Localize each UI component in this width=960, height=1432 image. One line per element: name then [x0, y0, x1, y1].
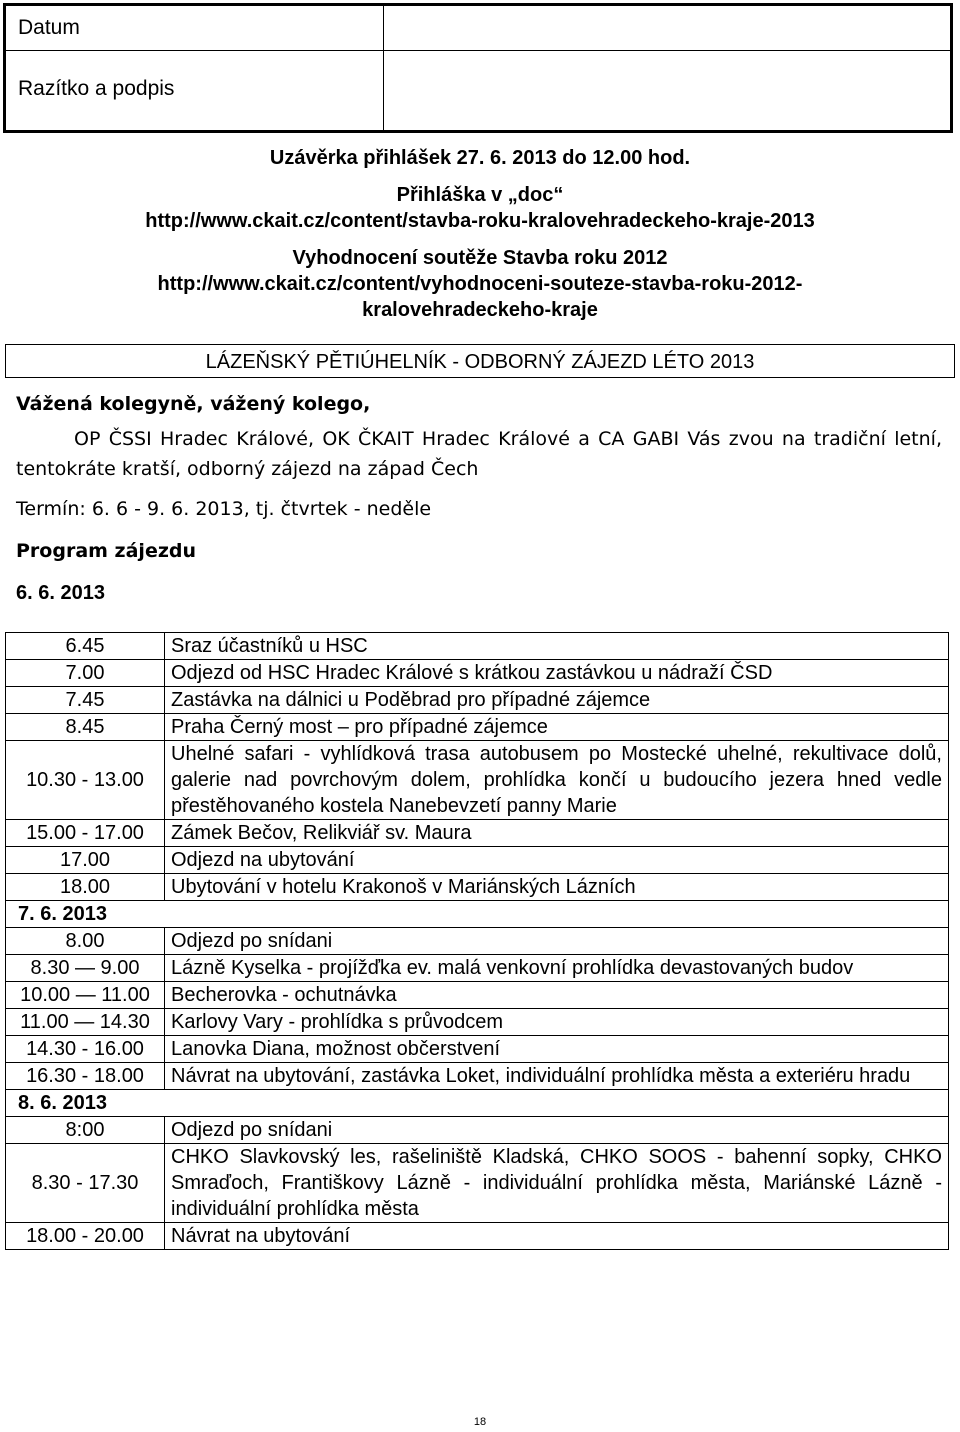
schedule-description: Odjezd od HSC Hradec Králové s krátkou zastávkou u nádraží ČSD [165, 660, 949, 687]
evaluation-link-2[interactable]: kralovehradeckeho-kraje [362, 299, 598, 321]
schedule-row [6, 687, 949, 714]
schedule-row [6, 1009, 949, 1036]
deadline-line: Uzávěrka přihlášek 27. 6. 2013 do 12.00 hod. [269, 147, 691, 169]
schedule-description: Návrat na ubytování, zastávka Loket, individuální prohlídka města a exteriéru hradu [165, 1063, 949, 1090]
date-label: Datum [18, 16, 80, 39]
schedule-row [6, 1223, 949, 1250]
schedule-time: 7.45 [6, 687, 165, 714]
schedule-row [6, 1036, 949, 1063]
day-heading: 7. 6. 2013 [6, 901, 949, 928]
first-day-heading: 6. 6. 2013 [16, 582, 105, 604]
schedule-row [6, 1144, 949, 1223]
schedule-description: Uhelné safari - vyhlídková trasa autobusem po Mostecké uhelné, rekultivace dolů, galerie nad povrchovým dolem, prohlídka končí u budoucího jezera hned vedle přestěhovaného kostela Nanebevzetí panny Marie [165, 741, 949, 820]
signature-box-row-divider [6, 50, 950, 51]
schedule-time: 18.00 - 20.00 [6, 1223, 165, 1250]
schedule-row [6, 874, 949, 901]
schedule-description: Praha Černý most – pro případné zájemce [165, 714, 949, 741]
schedule-description: Sraz účastníků u HSC [165, 633, 949, 660]
day-heading-row [6, 1090, 949, 1117]
page-number: 18 [473, 1416, 487, 1428]
schedule-row [6, 847, 949, 874]
trip-title: LÁZEŇSKÝ PĚTIÚHELNÍK - ODBORNÝ ZÁJEZD LÉTO 2013 [5, 344, 955, 378]
schedule-description: Zámek Bečov, Relikviář sv. Maura [165, 820, 949, 847]
schedule-description: CHKO Slavkovský les, rašeliniště Kladská, CHKO SOOS - bahenní sopky, CHKO Smraďoch, Františkovy Lázně - individuální prohlídka města, Mariánské Lázně - individuální prohlídka města [165, 1144, 949, 1223]
schedule-time: 16.30 - 18.00 [6, 1063, 165, 1090]
schedule-description: Lázně Kyselka - projížďka ev. malá venkovní prohlídka devastovaných budov [165, 955, 949, 982]
schedule-description: Odjezd na ubytování [165, 847, 949, 874]
greeting: Vážená kolegyně, vážený kolego, [16, 393, 371, 415]
schedule-time: 8.30 — 9.00 [6, 955, 165, 982]
schedule-description: Ubytování v hotelu Krakonoš v Mariánských Lázních [165, 874, 949, 901]
schedule-time: 15.00 - 17.00 [6, 820, 165, 847]
schedule-description: Lanovka Diana, možnost občerstvení [165, 1036, 949, 1063]
signature-box-divider [383, 6, 384, 130]
day-heading: 8. 6. 2013 [6, 1090, 949, 1117]
schedule-row [6, 714, 949, 741]
application-link[interactable]: http://www.ckait.cz/content/stavba-roku-kralovehradeckeho-kraje-2013 [145, 210, 815, 232]
schedule-description: Zastávka na dálnici u Poděbrad pro případné zájemce [165, 687, 949, 714]
schedule-time: 10.30 - 13.00 [6, 741, 165, 820]
schedule-row [6, 955, 949, 982]
program-heading: Program zájezdu [16, 540, 197, 562]
schedule-row [6, 633, 949, 660]
term-line: Termín: 6. 6 - 9. 6. 2013, tj. čtvrtek - neděle [16, 498, 432, 520]
schedule-time: 8.45 [6, 714, 165, 741]
schedule-row [6, 1117, 949, 1144]
schedule-time: 18.00 [6, 874, 165, 901]
evaluation-link-1[interactable]: http://www.ckait.cz/content/vyhodnoceni-souteze-stavba-roku-2012- [157, 273, 803, 295]
schedule-time: 8.30 - 17.30 [6, 1144, 165, 1223]
signature-box [3, 3, 953, 133]
schedule-row [6, 982, 949, 1009]
intro-paragraph: OP ČSSI Hradec Králové, OK ČKAIT Hradec Králové a CA GABI Vás zvou na tradiční letní, tentokráte kratší, odborný zájezd na západ Čech [16, 428, 942, 480]
evaluation-line: Vyhodnocení soutěže Stavba roku 2012 [292, 247, 668, 269]
schedule-time: 17.00 [6, 847, 165, 874]
schedule-row [6, 1063, 949, 1090]
schedule-description: Becherovka - ochutnávka [165, 982, 949, 1009]
application-line: Přihláška v „doc“ [396, 184, 564, 206]
schedule-time: 14.30 - 16.00 [6, 1036, 165, 1063]
schedule-time: 10.00 — 11.00 [6, 982, 165, 1009]
schedule-time: 7.00 [6, 660, 165, 687]
schedule-time: 6.45 [6, 633, 165, 660]
day-heading-row [6, 901, 949, 928]
schedule-time: 8.00 [6, 928, 165, 955]
schedule-description: Odjezd po snídani [165, 928, 949, 955]
schedule-time: 11.00 — 14.30 [6, 1009, 165, 1036]
schedule-description: Návrat na ubytování [165, 1223, 949, 1250]
program-table [5, 632, 949, 1250]
schedule-row [6, 928, 949, 955]
schedule-row [6, 820, 949, 847]
schedule-description: Odjezd po snídani [165, 1117, 949, 1144]
stamp-label: Razítko a podpis [18, 77, 175, 100]
schedule-description: Karlovy Vary - prohlídka s průvodcem [165, 1009, 949, 1036]
schedule-time: 8:00 [6, 1117, 165, 1144]
schedule-row [6, 741, 949, 820]
schedule-row [6, 660, 949, 687]
